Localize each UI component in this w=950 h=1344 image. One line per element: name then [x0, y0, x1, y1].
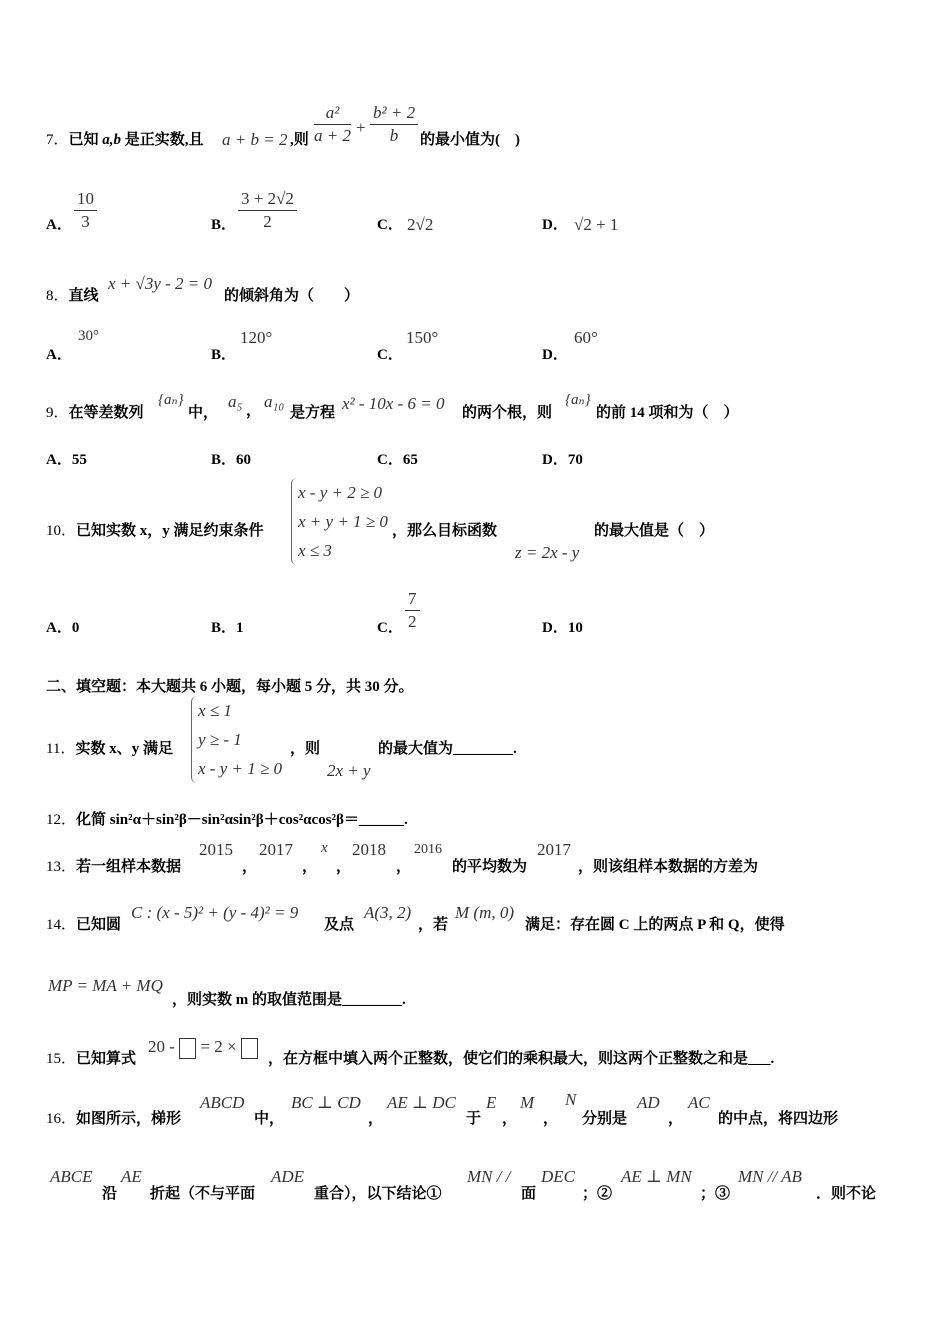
- q13-sep-3: ，: [336, 859, 352, 875]
- q10-objective-function: z = 2x - y: [515, 543, 580, 562]
- q16-mn-parallel: MN / /: [467, 1167, 511, 1186]
- q14-ask: ，则实数 m 的取值范围是________.: [172, 992, 406, 1008]
- q13-value-3: x: [321, 840, 328, 856]
- q13-value-2: 2017: [259, 840, 293, 859]
- q14-condition: 满足：存在圆 C 上的两点 P 和 Q，使得: [525, 917, 785, 933]
- q9-text: 9．在等差数列: [46, 405, 144, 421]
- q16-e: E: [486, 1093, 497, 1112]
- q16-sep-2: ，: [502, 1111, 518, 1127]
- q7-plus: +: [356, 118, 366, 137]
- q8-option-d-value: 60°: [574, 328, 598, 347]
- q16-along: 沿: [102, 1186, 118, 1202]
- q16-ad: AD: [637, 1093, 660, 1112]
- q10-constraint-3: x ≤ 3: [298, 541, 332, 560]
- q13-sep-4: ，: [396, 859, 412, 875]
- q8-ask: 的倾斜角为（ ）: [224, 288, 360, 304]
- section-title-fill-blank: 二、填空题：本大题共 6 小题，每小题 5 分，共 30 分。: [46, 679, 414, 695]
- q16-text: 16．如图所示，梯形: [46, 1111, 182, 1127]
- q16-conclusion-2: ；②: [582, 1186, 613, 1202]
- q11-ask: 的最大值为________.: [378, 741, 517, 757]
- q7-option-a-value: $\frac{10}{3}$: [74, 188, 97, 233]
- q16-plane: 面: [521, 1186, 537, 1202]
- q14-point-a: A(3, 2): [364, 903, 412, 922]
- q9-option-c[interactable]: C．65: [377, 452, 418, 468]
- q16-ae-perp-dc: AE ⊥ DC: [387, 1093, 456, 1112]
- q16-abcd: ABCD: [200, 1093, 245, 1112]
- q16-sep-3: ，: [543, 1111, 559, 1127]
- q10-objective-text: ，那么目标函数: [392, 523, 498, 539]
- q7-fraction-1: $\frac{\text{a²}}{a + 2}$: [314, 103, 351, 145]
- q12-text: 12．化简 sin²α＋sin²β－sin²αsin²β＋cos²αcos²β＝______.: [46, 812, 408, 828]
- q8-option-b-value: 120°: [240, 328, 273, 347]
- q9-is-root: 是方程: [290, 405, 336, 421]
- q10-constraint-1: x - y + 2 ≥ 0: [298, 483, 383, 502]
- q9-option-b[interactable]: B．60: [211, 452, 252, 468]
- q9-a10: a₁₀: [264, 392, 285, 411]
- q8-option-d-label[interactable]: D．: [542, 347, 568, 363]
- q16-conclusion-3: ；③: [700, 1186, 731, 1202]
- q16-mn-parallel-ab: MN // AB: [738, 1167, 802, 1186]
- q10-option-c-value: $\frac{7}{2}$: [405, 588, 420, 633]
- q16-abce: ABCE: [50, 1167, 93, 1186]
- q10-constraint-2: x + y + 1 ≥ 0: [298, 512, 388, 531]
- q16-regardless: ．则不论: [816, 1186, 877, 1202]
- q16-respectively: 分别是: [582, 1111, 628, 1127]
- q14-if: ，若: [418, 917, 449, 933]
- q16-midpoints: 的中点，将四边形: [718, 1111, 839, 1127]
- q16-sep-1: ，: [368, 1111, 384, 1127]
- q7-option-b-label[interactable]: B．: [211, 217, 237, 233]
- q7-text: 7．已知 a,b 是正实数,且: [46, 132, 204, 148]
- q10-option-b[interactable]: B．1: [211, 620, 244, 636]
- q16-bc-perp-cd: BC ⊥ CD: [291, 1093, 361, 1112]
- q8-option-a-value: 30°: [78, 328, 99, 344]
- q7-ask: 的最小值为( ): [420, 132, 520, 148]
- q11-expression: 2x + y: [327, 761, 371, 780]
- q15-blank-box-2[interactable]: [241, 1038, 258, 1059]
- q14-text: 14．已知圆: [46, 917, 122, 933]
- q10-constraint-system: [291, 478, 388, 565]
- q11-constraint-3: x - y + 1 ≥ 0: [198, 759, 283, 778]
- q16-conclusions: 重合），以下结论①: [314, 1186, 442, 1202]
- q10-option-a[interactable]: A．0: [46, 620, 80, 636]
- q7-option-b-value: $\frac{3 + 2√2}{2}$: [238, 188, 297, 233]
- q9-ask: 的前 14 项和为（ ）: [596, 405, 739, 421]
- q11-constraint-1: x ≤ 1: [198, 701, 232, 720]
- q16-ae-perp-mn: AE ⊥ MN: [621, 1167, 692, 1186]
- q9-comma: ，: [246, 403, 262, 419]
- q13-value-1: 2015: [199, 840, 233, 859]
- q13-mean: 2017: [537, 840, 571, 859]
- q13-value-5: 2016: [414, 842, 442, 857]
- q9-sequence-2: {aₙ}: [565, 392, 591, 408]
- q16-n: N: [565, 1090, 577, 1109]
- q9-sequence: {aₙ}: [158, 392, 184, 408]
- q7-then: ,则: [290, 132, 309, 148]
- q9-option-a[interactable]: A．55: [46, 452, 87, 468]
- q8-text: 8．直线: [46, 288, 99, 304]
- q16-fold: 折起（不与平面: [150, 1186, 256, 1202]
- q16-ade: ADE: [271, 1167, 305, 1186]
- q15-expression: 20 - = 2 ×: [148, 1037, 258, 1059]
- q7-fraction-2: $\frac{\text{b² + 2}}{b}$: [370, 102, 418, 147]
- q7-option-c-label[interactable]: C．: [377, 217, 403, 233]
- q10-ask: 的最大值是（ ）: [594, 523, 715, 539]
- q7-option-d-value: √2 + 1: [574, 215, 619, 234]
- q10-option-d[interactable]: D．10: [542, 620, 583, 636]
- q7-condition: a + b = 2: [222, 130, 288, 149]
- q9-equation: x² - 10x - 6 = 0: [342, 394, 445, 413]
- q15-blank-box-1[interactable]: [179, 1038, 196, 1059]
- q16-ae: AE: [121, 1167, 142, 1186]
- q7-option-c-value: 2√2: [407, 215, 434, 234]
- q15-text: 15．已知算式: [46, 1051, 137, 1067]
- q8-option-c-label[interactable]: C．: [377, 347, 403, 363]
- q11-then: ，则: [290, 741, 321, 757]
- q9-in: 中，: [188, 405, 219, 421]
- q16-m: M: [520, 1093, 535, 1112]
- q10-option-c-label[interactable]: C．: [377, 620, 403, 636]
- q14-circle-equation: C : (x - 5)² + (y - 4)² = 9: [131, 903, 299, 922]
- q9-option-d[interactable]: D．70: [542, 452, 583, 468]
- q11-constraint-system: [191, 696, 282, 783]
- q10-text: 10．已知实数 x，y 满足约束条件: [46, 523, 264, 539]
- q16-at: 于: [466, 1111, 482, 1127]
- q15-ask: ，在方框中填入两个正整数，使它们的乘积最大，则这两个正整数之和是___.: [268, 1051, 775, 1067]
- q13-ask: ，则该组样本数据的方差为: [578, 859, 759, 875]
- q8-option-c-value: 150°: [406, 328, 439, 347]
- q8-equation: x + √3y - 2 = 0: [108, 274, 213, 293]
- q11-constraint-2: y ≥ - 1: [198, 730, 242, 749]
- q13-value-4: 2018: [352, 840, 386, 859]
- q7-option-a-label[interactable]: A．: [46, 217, 72, 233]
- q9-then: 的两个根，则: [462, 405, 553, 421]
- q9-a5: a₅: [228, 392, 243, 411]
- q14-relation: MP = MA + MQ: [48, 976, 163, 995]
- q16-sep-4: ，: [668, 1111, 684, 1127]
- q7-option-d-label[interactable]: D．: [542, 217, 568, 233]
- q8-option-a-label[interactable]: A．: [46, 347, 72, 363]
- q13-mean-text: 的平均数为: [452, 859, 528, 875]
- q8-option-b-label[interactable]: B．: [211, 347, 237, 363]
- q14-point-m: M (m, 0): [455, 903, 515, 922]
- q13-text: 13．若一组样本数据: [46, 859, 182, 875]
- q11-text: 11．实数 x、y 满足: [46, 741, 173, 757]
- q16-in: 中，: [254, 1111, 285, 1127]
- q13-sep-2: ，: [302, 859, 318, 875]
- q13-sep-1: ，: [242, 859, 258, 875]
- q16-dec: DEC: [541, 1167, 575, 1186]
- q16-ac: AC: [688, 1093, 710, 1112]
- q14-and-point: 及点: [324, 917, 355, 933]
